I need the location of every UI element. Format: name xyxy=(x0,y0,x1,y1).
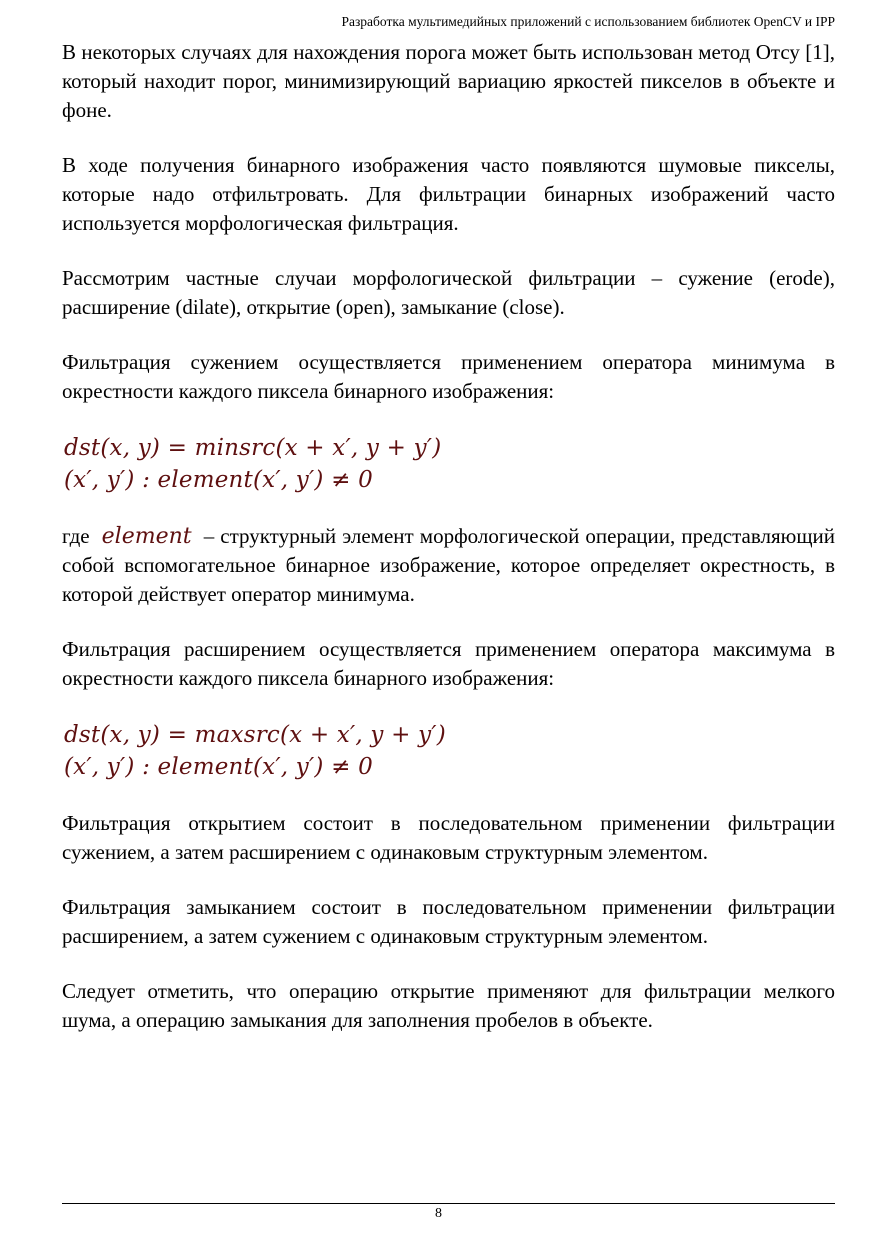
footer-divider xyxy=(62,1203,835,1204)
page-number: 8 xyxy=(435,1206,442,1221)
paragraph-closing: Фильтрация замыканием состоит в последовательном применении фильтрации расширением, а затем сужением с одинаковым структурным элементом. xyxy=(62,895,835,948)
paragraph-note: Следует отметить, что операцию открытие применяют для фильтрации мелкого шума, а операцию замыкания для заполнения пробелов в объекте. xyxy=(62,979,835,1032)
formula-erode-line-2: (x′, y′) : element(x′, y′) ≠ 0 xyxy=(64,467,373,493)
formula-erode xyxy=(64,432,835,496)
running-header: Разработка мультимедийных приложений с использованием библиотек OpenCV и IPP xyxy=(341,14,835,29)
element-prefix: где xyxy=(62,524,90,548)
paragraph-element-definition xyxy=(62,522,835,609)
paragraph-otsu: В некоторых случаях для нахождения порога может быть использован метод Отсу [1], который находит порог, минимизирующий вариацию яркостей пикселов в объекте и фоне. xyxy=(62,40,835,122)
formula-dilate xyxy=(64,719,835,783)
paragraph-erode-intro: Фильтрация сужением осуществляется применением оператора минимума в окрестности каждого пиксела бинарного изображения: xyxy=(62,350,835,403)
formula-erode-line-1: dst(x, y) = minsrc(x + x′, y + y′) xyxy=(64,435,442,461)
inline-term-element: element xyxy=(101,524,192,549)
element-definition-text: – структурный элемент морфологической операции, представляющий собой вспомогательное бинарное изображение, которое определяет окрестность, в которой действует оператор минимума. xyxy=(62,524,835,606)
page-content xyxy=(62,38,835,1061)
paragraph-opening: Фильтрация открытием состоит в последовательном применении фильтрации сужением, а затем расширением с одинаковым структурным элементом. xyxy=(62,811,835,864)
paragraph-dilate-intro: Фильтрация расширением осуществляется применением оператора максимума в окрестности каждого пиксела бинарного изображения: xyxy=(62,637,835,690)
formula-dilate-line-2: (x′, y′) : element(x′, y′) ≠ 0 xyxy=(64,754,373,780)
formula-dilate-line-1: dst(x, y) = maxsrc(x + x′, y + y′) xyxy=(64,722,446,748)
paragraph-morphology-cases: Рассмотрим частные случаи морфологической фильтрации – сужение (erode), расширение (dilate), открытие (open), замыкание (close). xyxy=(62,266,835,319)
paragraph-noise: В ходе получения бинарного изображения часто появляются шумовые пикселы, которые надо отфильтровать. Для фильтрации бинарных изображений часто используется морфологическая фильтрация. xyxy=(62,153,835,235)
